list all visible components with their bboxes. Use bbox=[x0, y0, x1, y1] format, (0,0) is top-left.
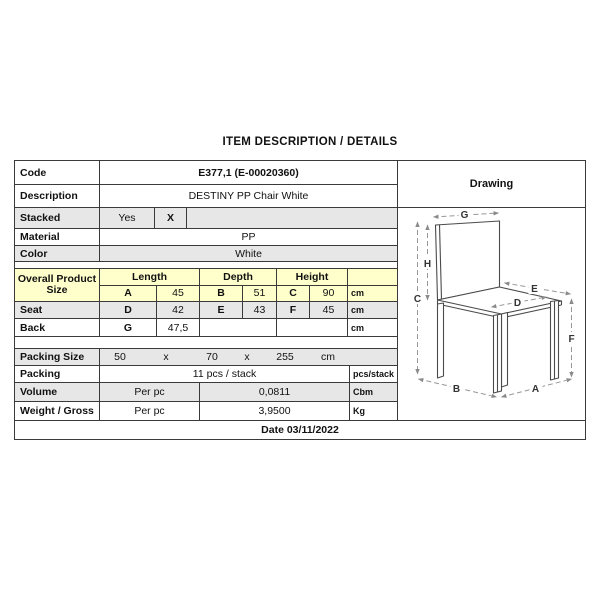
table-main bbox=[15, 161, 585, 420]
chair-leg-back bbox=[502, 313, 508, 388]
stacked-mark: X bbox=[155, 208, 187, 228]
dim-label-B: B bbox=[452, 384, 461, 395]
description-label: Description bbox=[15, 185, 100, 207]
row-code bbox=[15, 161, 397, 185]
dim-label-E: E bbox=[531, 284, 538, 295]
back-letter-g: G bbox=[100, 319, 157, 336]
overall-letter-c: C bbox=[277, 286, 310, 302]
packing-size-x2: x bbox=[244, 351, 250, 363]
row-volume bbox=[15, 383, 397, 402]
volume-unit: Cbm bbox=[353, 387, 373, 397]
overall-letter-a: A bbox=[100, 286, 157, 302]
drawing-section bbox=[397, 161, 585, 420]
unit-header-cell bbox=[348, 269, 397, 285]
back-empty-height bbox=[277, 319, 348, 336]
stacked-option: Yes bbox=[100, 208, 155, 228]
row-packing-size bbox=[15, 349, 397, 366]
depth-header: Depth bbox=[200, 269, 277, 285]
drawing-header: Drawing bbox=[398, 161, 585, 208]
back-label: Back bbox=[15, 319, 100, 336]
chair-drawing bbox=[398, 208, 585, 420]
seat-value-d: 42 bbox=[157, 302, 200, 318]
dim-label-G: G bbox=[460, 210, 469, 221]
packing-size-dim2: 70 bbox=[206, 351, 218, 363]
row-weight bbox=[15, 402, 397, 420]
dim-label-C: C bbox=[413, 294, 422, 305]
chair-drawing-svg bbox=[398, 208, 585, 420]
dim-label-A: A bbox=[531, 384, 540, 395]
seat-letter-e: E bbox=[200, 302, 243, 318]
page-title: ITEM DESCRIPTION / DETAILS bbox=[222, 136, 398, 148]
packing-size-value bbox=[100, 349, 397, 365]
dim-label-H: H bbox=[423, 259, 432, 270]
color-value: White bbox=[235, 247, 262, 260]
packing-size-dim3: 255 bbox=[276, 351, 294, 363]
volume-label: Volume bbox=[15, 383, 100, 401]
volume-basis: Per pc bbox=[100, 383, 200, 401]
packing-size-label: Packing Size bbox=[15, 349, 100, 365]
weight-basis: Per pc bbox=[100, 402, 200, 420]
row-back bbox=[15, 319, 397, 337]
packing-label: Packing bbox=[15, 366, 100, 382]
packing-unit: pcs/stack bbox=[353, 369, 395, 379]
packing-size-x1: x bbox=[163, 351, 169, 363]
dim-label-D: D bbox=[513, 298, 522, 309]
volume-value: 0,0811 bbox=[200, 383, 350, 401]
date-row: Date 03/11/2022 bbox=[15, 420, 585, 439]
row-material bbox=[15, 229, 397, 246]
material-label: Material bbox=[15, 229, 100, 245]
size-columns-header bbox=[100, 269, 397, 286]
stacked-empty-cell bbox=[187, 208, 397, 228]
dim-label-F: F bbox=[568, 334, 575, 345]
row-stacked bbox=[15, 208, 397, 229]
overall-size-label: Overall Product Size bbox=[15, 269, 100, 301]
back-unit: cm bbox=[351, 322, 365, 333]
seat-letter-d: D bbox=[100, 302, 157, 318]
back-empty-depth bbox=[200, 319, 277, 336]
spec-left-section bbox=[15, 161, 397, 420]
overall-value-c: 90 bbox=[310, 286, 348, 302]
spacer-row-1 bbox=[15, 262, 397, 269]
chair-backrest bbox=[436, 221, 500, 300]
row-color bbox=[15, 246, 397, 262]
height-header: Height bbox=[277, 269, 348, 285]
packing-value: 11 pcs / stack bbox=[100, 366, 350, 382]
overall-value-a: 45 bbox=[157, 286, 200, 302]
code-value: E377,1 (E-00020360) bbox=[198, 166, 299, 179]
seat-value-f: 45 bbox=[310, 302, 348, 318]
seat-letter-f: F bbox=[277, 302, 310, 318]
spacer-row-2 bbox=[15, 337, 397, 349]
packing-size-unit: cm bbox=[321, 351, 335, 363]
overall-unit: cm bbox=[348, 286, 397, 302]
stacked-label: Stacked bbox=[15, 208, 100, 228]
overall-letter-b: B bbox=[200, 286, 243, 302]
seat-unit: cm bbox=[351, 305, 365, 315]
packing-size-dim1: 50 bbox=[114, 351, 126, 363]
seat-value-e: 43 bbox=[243, 302, 277, 318]
weight-label: Weight / Gross bbox=[15, 402, 100, 420]
description-value: DESTINY PP Chair White bbox=[188, 190, 309, 202]
seat-label: Seat bbox=[15, 302, 100, 318]
weight-value: 3,9500 bbox=[200, 402, 350, 420]
length-header: Length bbox=[100, 269, 200, 285]
chair-leg-left bbox=[438, 303, 444, 378]
row-packing bbox=[15, 366, 397, 383]
code-label: Code bbox=[15, 161, 100, 184]
row-overall-values bbox=[100, 286, 397, 302]
row-description bbox=[15, 185, 397, 208]
size-header-block bbox=[15, 269, 397, 302]
back-value-g: 47,5 bbox=[157, 319, 200, 336]
color-label: Color bbox=[15, 246, 100, 261]
row-seat bbox=[15, 302, 397, 319]
overall-value-b: 51 bbox=[243, 286, 277, 302]
details-table bbox=[14, 160, 586, 440]
material-value: PP bbox=[241, 231, 256, 243]
weight-unit: Kg bbox=[353, 406, 365, 416]
